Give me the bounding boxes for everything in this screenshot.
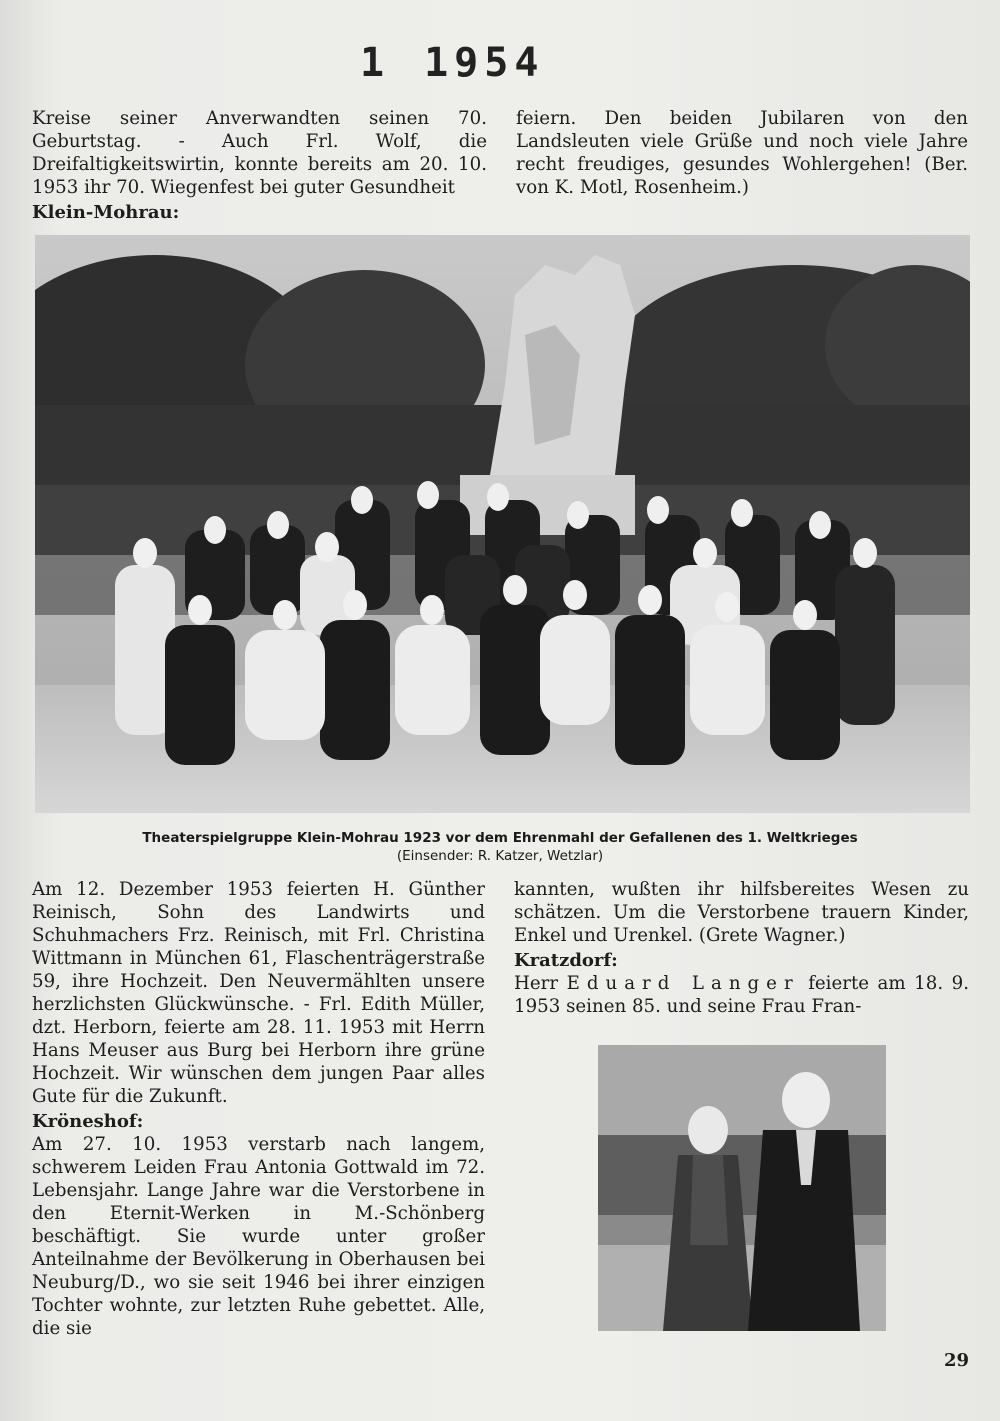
group-photo <box>35 235 970 813</box>
bottom-right-paragraph-2 <box>514 972 969 1018</box>
section-heading-kratzdorf: Kratzdorf: <box>514 950 618 971</box>
top-left-column <box>32 107 487 224</box>
couple-photo <box>598 1045 886 1331</box>
group-photo-credit: (Einsender: R. Katzer, Wetzlar) <box>396 848 604 864</box>
section-heading-klein-mohrau: Klein-Mohrau: <box>32 202 180 223</box>
issue-number: 1 <box>360 40 391 86</box>
top-right-paragraph: feiern. Den beiden Jubilaren von den Landsleuten viele Grüße und noch viele Jahre recht freudiges, gesundes Wohlergehen! (Ber. von K. Motl, Rosenheim.) <box>516 108 968 198</box>
bottom-right-column <box>514 878 969 1018</box>
spaced-name: Eduard Langer <box>566 973 800 994</box>
group-photo-caption: Theaterspielgruppe Klein-Mohrau 1923 vor dem Ehrenmahl der Gefallenen des 1. Weltkrieges <box>142 830 858 846</box>
top-right-column <box>516 107 968 199</box>
paragraph-continuation: feierte am 18. 9. 1953 seinen 85. und seine Frau Fran- <box>514 973 969 1017</box>
page-header <box>360 40 544 86</box>
bottom-left-paragraph-2: Am 27. 10. 1953 verstarb nach langem, schwerem Leiden Frau Antonia Gottwald im 72. Lebensjahr. Lange Jahre war die Verstorbene in den Eternit-Werken in M.-Schönberg beschäftigt. Sie wurde unter großer Anteilnahme der Bevölkerung in Oberhausen bei Neuburg/D., wo sie seit 1946 bei ihrer einzigen Tochter wohnte, zur letzten Ruhe gebettet. Alle, die sie <box>32 1134 485 1339</box>
bottom-right-paragraph-1: kannten, wußten ihr hilfsbereites Wesen zu schätzen. Um die Verstorbene trauern Kinder, Enkel und Urenkel. (Grete Wagner.) <box>514 879 969 946</box>
header-year: 1954 <box>424 40 545 86</box>
bottom-left-paragraph-1: Am 12. Dezember 1953 feierten H. Günther Reinisch, Sohn des Landwirts und Schuhmachers Frz. Reinisch, mit Frl. Christina Wittmann in München 61, Flaschenträgerstraße 59, ihre Hochzeit. Den Neuvermählten unsere herzlichsten Glückwünsche. - Frl. Edith Müller, dzt. Herborn, feierte am 28. 11. 1953 mit Herrn Hans Meuser aus Burg bei Herborn ihre grüne Hochzeit. Wir wünschen dem jungen Paar alles Gute für die Zukunft. <box>32 879 485 1107</box>
intro-word: Herr <box>514 973 559 994</box>
top-left-paragraph: Kreise seiner Anverwandten seinen 70. Geburtstag. - Auch Frl. Wolf, die Dreifaltigkeitswirtin, konnte bereits am 20. 10. 1953 ihr 70. Wiegenfest bei guter Gesundheit <box>32 108 487 198</box>
bottom-left-column <box>32 878 485 1340</box>
section-heading-kroeneshof: Kröneshof: <box>32 1111 144 1132</box>
page-number: 29 <box>944 1350 970 1371</box>
